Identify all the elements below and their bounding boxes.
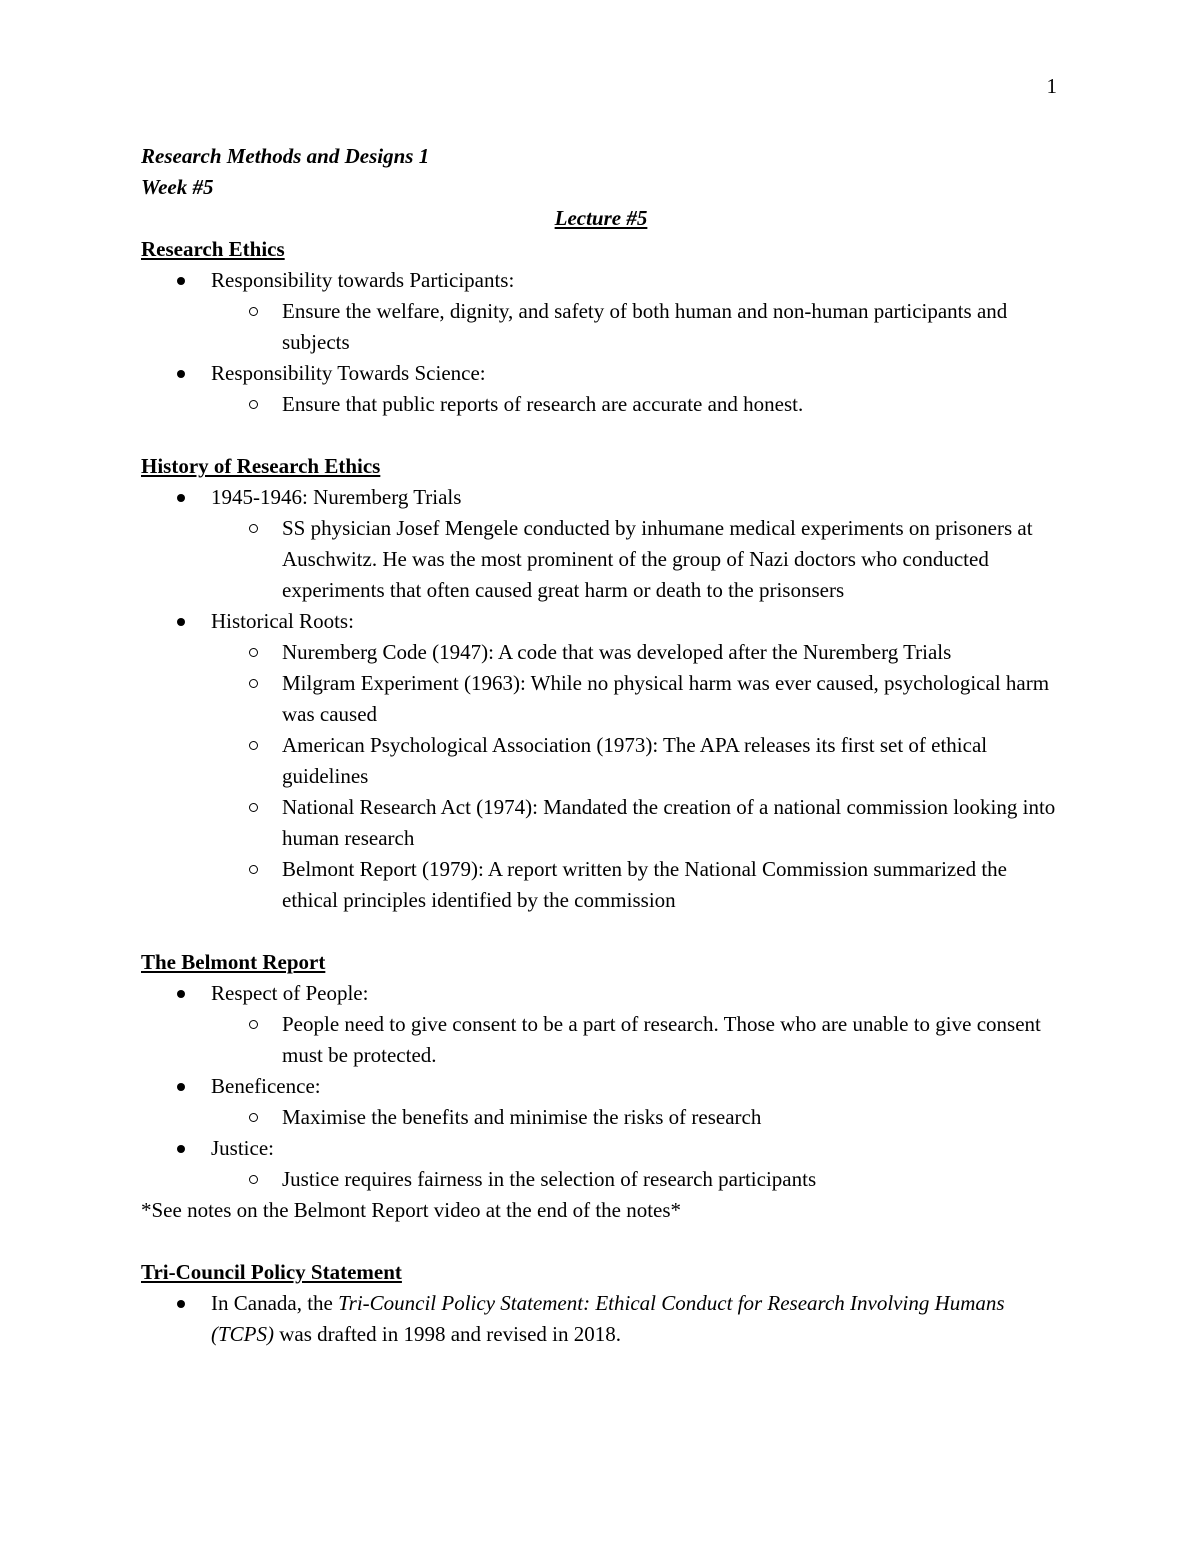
sub-list-item: [211, 792, 1061, 854]
spacer: [141, 420, 1061, 451]
list-item: [141, 265, 1061, 358]
bullet-icon: [177, 494, 185, 502]
sub-list-item-text: National Research Act (1974): Mandated the creation of a national commission looking into human research: [282, 795, 1056, 850]
section-title-research-ethics: Research Ethics: [141, 237, 285, 261]
sub-list: [211, 1164, 1061, 1195]
history-list: [141, 482, 1061, 916]
sub-list: [211, 513, 1061, 606]
sub-list-item: [211, 296, 1061, 358]
sub-list-item: [211, 730, 1061, 792]
sub-list-item-text: Justice requires fairness in the selection of research participants: [282, 1167, 817, 1191]
sub-list-item-text: SS physician Josef Mengele conducted by inhumane medical experiments on prisoners at Auschwitz. He was the most prominent of the group of Nazi doctors who conducted experiments that often caused great harm or death to the prisonsers: [282, 516, 1033, 602]
circle-bullet-icon: [249, 803, 258, 812]
circle-bullet-icon: [249, 741, 258, 750]
sub-list-item-text: American Psychological Association (1973): The APA releases its first set of ethical guidelines: [282, 733, 988, 788]
list-item: [141, 1071, 1061, 1133]
sub-list-item: [211, 513, 1061, 606]
research-ethics-list: [141, 265, 1061, 420]
bullet-icon: [177, 1300, 185, 1308]
week-label: Week #5: [141, 175, 214, 199]
tcps-italic-title: Tri-Council Policy Statement: Ethical Conduct for Research Involving Humans (TCPS): [211, 1291, 1005, 1346]
sub-list-item-text: Belmont Report (1979): A report written by the National Commission summarized the ethical principles identified by the commission: [282, 857, 1007, 912]
bullet-icon: [177, 370, 185, 378]
sub-list-item: [211, 389, 1061, 420]
list-item-text: Responsibility towards Participants:: [211, 268, 515, 292]
list-item: [141, 358, 1061, 420]
course-title: Research Methods and Designs 1: [141, 144, 430, 168]
list-item-text: Responsibility Towards Science:: [211, 361, 486, 385]
lecture-label: [141, 203, 1061, 234]
list-item-text-prefix: In Canada, the: [211, 1291, 339, 1315]
circle-bullet-icon: [249, 1113, 258, 1122]
circle-bullet-icon: [249, 679, 258, 688]
section-title-tcps: Tri-Council Policy Statement: [141, 1260, 402, 1284]
section-title-belmont: The Belmont Report: [141, 950, 326, 974]
list-item-text: Justice:: [211, 1136, 274, 1160]
sub-list: [211, 1102, 1061, 1133]
circle-bullet-icon: [249, 307, 258, 316]
tcps-list: [141, 1288, 1061, 1350]
sub-list-item: [211, 668, 1061, 730]
list-item: [141, 482, 1061, 606]
circle-bullet-icon: [249, 648, 258, 657]
bullet-icon: [177, 618, 185, 626]
spacer: [141, 1226, 1061, 1257]
lecture-label-text: Lecture #5: [554, 206, 648, 230]
list-item-text: Historical Roots:: [211, 609, 354, 633]
circle-bullet-icon: [249, 524, 258, 533]
belmont-note: *See notes on the Belmont Report video at the end of the notes*: [141, 1198, 682, 1222]
sub-list: [211, 1009, 1061, 1071]
sub-list-item-text: People need to give consent to be a part of research. Those who are unable to give consent must be protected.: [282, 1012, 1041, 1067]
sub-list-item-text: Ensure that public reports of research are accurate and honest.: [282, 392, 804, 416]
list-item: [141, 1288, 1061, 1350]
list-item-text: Beneficence:: [211, 1074, 321, 1098]
circle-bullet-icon: [249, 1020, 258, 1029]
list-item-text-suffix: was drafted in 1998 and revised in 2018.: [274, 1322, 622, 1346]
sub-list-item: [211, 1164, 1061, 1195]
sub-list-item: [211, 637, 1061, 668]
list-item-text: Respect of People:: [211, 981, 369, 1005]
belmont-list: [141, 978, 1061, 1195]
sub-list-item-text: Maximise the benefits and minimise the risks of research: [282, 1105, 762, 1129]
sub-list-item-text: Ensure the welfare, dignity, and safety of both human and non-human participants and subjects: [282, 299, 1008, 354]
list-item: [141, 978, 1061, 1071]
list-item: [141, 606, 1061, 916]
list-item: [141, 1133, 1061, 1195]
sub-list: [211, 389, 1061, 420]
bullet-icon: [177, 277, 185, 285]
circle-bullet-icon: [249, 400, 258, 409]
bullet-icon: [177, 990, 185, 998]
sub-list: [211, 296, 1061, 358]
circle-bullet-icon: [249, 865, 258, 874]
list-item-text: 1945-1946: Nuremberg Trials: [211, 485, 462, 509]
sub-list: [211, 637, 1061, 916]
spacer: [141, 916, 1061, 947]
sub-list-item: [211, 854, 1061, 916]
sub-list-item: [211, 1102, 1061, 1133]
section-title-history: History of Research Ethics: [141, 454, 381, 478]
page-number: 1: [1046, 74, 1057, 98]
sub-list-item-text: Milgram Experiment (1963): While no physical harm was ever caused, psychological harm was caused: [282, 671, 1050, 726]
bullet-icon: [177, 1145, 185, 1153]
sub-list-item-text: Nuremberg Code (1947): A code that was developed after the Nuremberg Trials: [282, 640, 952, 664]
bullet-icon: [177, 1083, 185, 1091]
sub-list-item: [211, 1009, 1061, 1071]
circle-bullet-icon: [249, 1175, 258, 1184]
document-body: [141, 141, 1061, 1350]
